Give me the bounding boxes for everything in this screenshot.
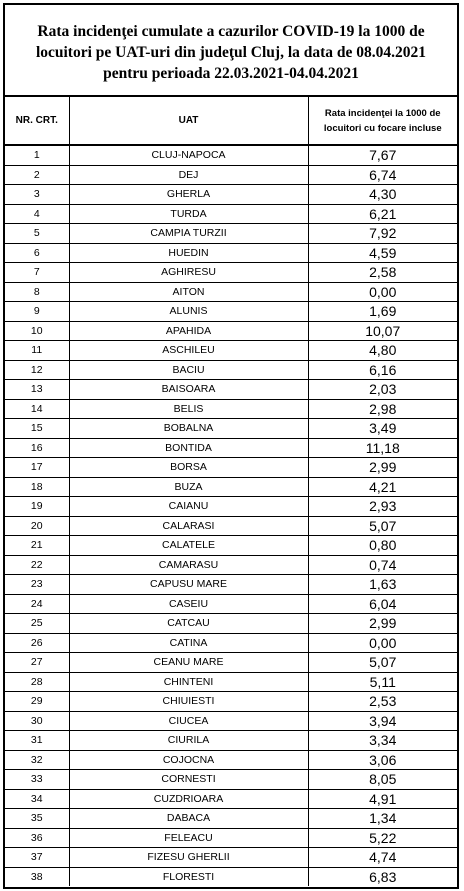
table-row bbox=[5, 848, 457, 868]
table-row bbox=[5, 165, 457, 185]
cell-rate: 6,04 bbox=[308, 594, 457, 614]
cell-nr-crt: 2 bbox=[5, 165, 69, 185]
report-title bbox=[5, 5, 457, 97]
table-row bbox=[5, 204, 457, 224]
cell-uat: CHIUIESTI bbox=[69, 692, 308, 712]
table-row bbox=[5, 145, 457, 165]
cell-uat: DEJ bbox=[69, 165, 308, 185]
incidence-report bbox=[3, 3, 459, 889]
cell-uat: CASEIU bbox=[69, 594, 308, 614]
cell-nr-crt: 33 bbox=[5, 770, 69, 790]
cell-nr-crt: 17 bbox=[5, 458, 69, 478]
cell-nr-crt: 19 bbox=[5, 497, 69, 517]
cell-uat: CEANU MARE bbox=[69, 653, 308, 673]
table-row bbox=[5, 360, 457, 380]
cell-nr-crt: 11 bbox=[5, 341, 69, 361]
table-row bbox=[5, 477, 457, 497]
table-row bbox=[5, 867, 457, 886]
cell-rate: 7,67 bbox=[308, 145, 457, 165]
table-row bbox=[5, 321, 457, 341]
cell-nr-crt: 23 bbox=[5, 575, 69, 595]
table-row bbox=[5, 633, 457, 653]
cell-nr-crt: 1 bbox=[5, 145, 69, 165]
cell-nr-crt: 26 bbox=[5, 633, 69, 653]
cell-uat: GHERLA bbox=[69, 185, 308, 205]
cell-rate: 2,99 bbox=[308, 458, 457, 478]
table-row bbox=[5, 458, 457, 478]
header-rate-line-1: Rata incidenţei la 1000 de bbox=[324, 107, 441, 119]
cell-uat: BONTIDA bbox=[69, 438, 308, 458]
table-row bbox=[5, 516, 457, 536]
table-row bbox=[5, 711, 457, 731]
table-row bbox=[5, 789, 457, 809]
cell-rate: 3,06 bbox=[308, 750, 457, 770]
table-row bbox=[5, 653, 457, 673]
cell-uat: CORNESTI bbox=[69, 770, 308, 790]
cell-uat: CATINA bbox=[69, 633, 308, 653]
cell-rate: 2,58 bbox=[308, 263, 457, 283]
cell-nr-crt: 27 bbox=[5, 653, 69, 673]
cell-rate: 5,07 bbox=[308, 516, 457, 536]
cell-nr-crt: 25 bbox=[5, 614, 69, 634]
cell-nr-crt: 31 bbox=[5, 731, 69, 751]
cell-nr-crt: 4 bbox=[5, 204, 69, 224]
cell-rate: 2,53 bbox=[308, 692, 457, 712]
table-row bbox=[5, 536, 457, 556]
cell-nr-crt: 21 bbox=[5, 536, 69, 556]
cell-rate: 3,94 bbox=[308, 711, 457, 731]
cell-nr-crt: 35 bbox=[5, 809, 69, 829]
header-uat: UAT bbox=[69, 97, 308, 145]
cell-nr-crt: 3 bbox=[5, 185, 69, 205]
title-line-3: pentru perioada 22.03.2021-04.04.2021 bbox=[103, 65, 359, 82]
cell-rate: 4,21 bbox=[308, 477, 457, 497]
cell-rate: 5,11 bbox=[308, 672, 457, 692]
cell-uat: FELEACU bbox=[69, 828, 308, 848]
table-row bbox=[5, 302, 457, 322]
cell-rate: 0,80 bbox=[308, 536, 457, 556]
cell-uat: CLUJ-NAPOCA bbox=[69, 145, 308, 165]
table-row bbox=[5, 263, 457, 283]
cell-uat: BORSA bbox=[69, 458, 308, 478]
cell-nr-crt: 9 bbox=[5, 302, 69, 322]
cell-rate: 0,00 bbox=[308, 633, 457, 653]
table-row bbox=[5, 399, 457, 419]
cell-rate: 4,59 bbox=[308, 243, 457, 263]
table-row bbox=[5, 809, 457, 829]
cell-nr-crt: 12 bbox=[5, 360, 69, 380]
cell-rate: 4,80 bbox=[308, 341, 457, 361]
cell-rate: 6,21 bbox=[308, 204, 457, 224]
cell-uat: CIUCEA bbox=[69, 711, 308, 731]
title-line-1: Rata incidenţei cumulate a cazurilor COVID-19 la 1000 de bbox=[37, 23, 425, 40]
cell-rate: 11,18 bbox=[308, 438, 457, 458]
cell-nr-crt: 14 bbox=[5, 399, 69, 419]
cell-uat: APAHIDA bbox=[69, 321, 308, 341]
cell-nr-crt: 37 bbox=[5, 848, 69, 868]
cell-uat: DABACA bbox=[69, 809, 308, 829]
cell-nr-crt: 15 bbox=[5, 419, 69, 439]
cell-rate: 2,98 bbox=[308, 399, 457, 419]
cell-nr-crt: 5 bbox=[5, 224, 69, 244]
cell-rate: 0,74 bbox=[308, 555, 457, 575]
cell-rate: 2,03 bbox=[308, 380, 457, 400]
cell-rate: 6,83 bbox=[308, 867, 457, 886]
cell-uat: CATCAU bbox=[69, 614, 308, 634]
cell-uat: COJOCNA bbox=[69, 750, 308, 770]
cell-rate: 6,16 bbox=[308, 360, 457, 380]
table-row bbox=[5, 497, 457, 517]
cell-rate: 5,07 bbox=[308, 653, 457, 673]
cell-nr-crt: 6 bbox=[5, 243, 69, 263]
cell-uat: CAMARASU bbox=[69, 555, 308, 575]
table-row bbox=[5, 770, 457, 790]
table-row bbox=[5, 224, 457, 244]
cell-rate: 7,92 bbox=[308, 224, 457, 244]
cell-rate: 1,34 bbox=[308, 809, 457, 829]
cell-rate: 4,30 bbox=[308, 185, 457, 205]
table-row bbox=[5, 614, 457, 634]
cell-nr-crt: 38 bbox=[5, 867, 69, 886]
table-row bbox=[5, 555, 457, 575]
title-line-2: locuitori pe UAT-uri din judeţul Cluj, la data de 08.04.2021 bbox=[35, 44, 427, 61]
header-rate bbox=[308, 97, 457, 145]
table-row bbox=[5, 380, 457, 400]
cell-uat: TURDA bbox=[69, 204, 308, 224]
cell-rate: 1,69 bbox=[308, 302, 457, 322]
table-row bbox=[5, 575, 457, 595]
cell-nr-crt: 28 bbox=[5, 672, 69, 692]
cell-uat: ASCHILEU bbox=[69, 341, 308, 361]
cell-nr-crt: 20 bbox=[5, 516, 69, 536]
cell-rate: 1,63 bbox=[308, 575, 457, 595]
cell-uat: CAIANU bbox=[69, 497, 308, 517]
cell-rate: 3,34 bbox=[308, 731, 457, 751]
cell-uat: AITON bbox=[69, 282, 308, 302]
table-row bbox=[5, 750, 457, 770]
cell-nr-crt: 34 bbox=[5, 789, 69, 809]
cell-uat: BOBALNA bbox=[69, 419, 308, 439]
cell-rate: 5,22 bbox=[308, 828, 457, 848]
cell-uat: FLORESTI bbox=[69, 867, 308, 886]
cell-rate: 8,05 bbox=[308, 770, 457, 790]
table-row bbox=[5, 828, 457, 848]
cell-rate: 0,00 bbox=[308, 282, 457, 302]
table-row bbox=[5, 243, 457, 263]
cell-nr-crt: 32 bbox=[5, 750, 69, 770]
table-body bbox=[5, 145, 457, 886]
cell-nr-crt: 22 bbox=[5, 555, 69, 575]
table-row bbox=[5, 672, 457, 692]
cell-uat: BUZA bbox=[69, 477, 308, 497]
header-rate-line-2: locuitori cu focare incluse bbox=[323, 122, 442, 134]
cell-rate: 3,49 bbox=[308, 419, 457, 439]
cell-nr-crt: 30 bbox=[5, 711, 69, 731]
cell-nr-crt: 18 bbox=[5, 477, 69, 497]
table-row bbox=[5, 438, 457, 458]
cell-rate: 2,99 bbox=[308, 614, 457, 634]
cell-rate: 2,93 bbox=[308, 497, 457, 517]
cell-uat: BELIS bbox=[69, 399, 308, 419]
incidence-table bbox=[5, 97, 457, 886]
cell-rate: 4,74 bbox=[308, 848, 457, 868]
cell-rate: 10,07 bbox=[308, 321, 457, 341]
cell-nr-crt: 8 bbox=[5, 282, 69, 302]
table-row bbox=[5, 692, 457, 712]
cell-rate: 4,91 bbox=[308, 789, 457, 809]
table-header bbox=[5, 97, 457, 145]
cell-uat: BACIU bbox=[69, 360, 308, 380]
cell-uat: CIURILA bbox=[69, 731, 308, 751]
cell-nr-crt: 7 bbox=[5, 263, 69, 283]
cell-nr-crt: 13 bbox=[5, 380, 69, 400]
cell-uat: BAISOARA bbox=[69, 380, 308, 400]
cell-uat: CUZDRIOARA bbox=[69, 789, 308, 809]
cell-nr-crt: 24 bbox=[5, 594, 69, 614]
header-nr-crt: NR. CRT. bbox=[5, 97, 69, 145]
cell-rate: 6,74 bbox=[308, 165, 457, 185]
cell-uat: AGHIRESU bbox=[69, 263, 308, 283]
table-row bbox=[5, 282, 457, 302]
cell-nr-crt: 10 bbox=[5, 321, 69, 341]
table-row bbox=[5, 731, 457, 751]
cell-uat: HUEDIN bbox=[69, 243, 308, 263]
cell-uat: CAMPIA TURZII bbox=[69, 224, 308, 244]
table-row bbox=[5, 419, 457, 439]
cell-uat: CALARASI bbox=[69, 516, 308, 536]
cell-nr-crt: 29 bbox=[5, 692, 69, 712]
table-row bbox=[5, 185, 457, 205]
cell-uat: CAPUSU MARE bbox=[69, 575, 308, 595]
cell-uat: FIZESU GHERLII bbox=[69, 848, 308, 868]
table-row bbox=[5, 341, 457, 361]
cell-nr-crt: 16 bbox=[5, 438, 69, 458]
cell-uat: CALATELE bbox=[69, 536, 308, 556]
table-row bbox=[5, 594, 457, 614]
cell-nr-crt: 36 bbox=[5, 828, 69, 848]
cell-uat: ALUNIS bbox=[69, 302, 308, 322]
cell-uat: CHINTENI bbox=[69, 672, 308, 692]
